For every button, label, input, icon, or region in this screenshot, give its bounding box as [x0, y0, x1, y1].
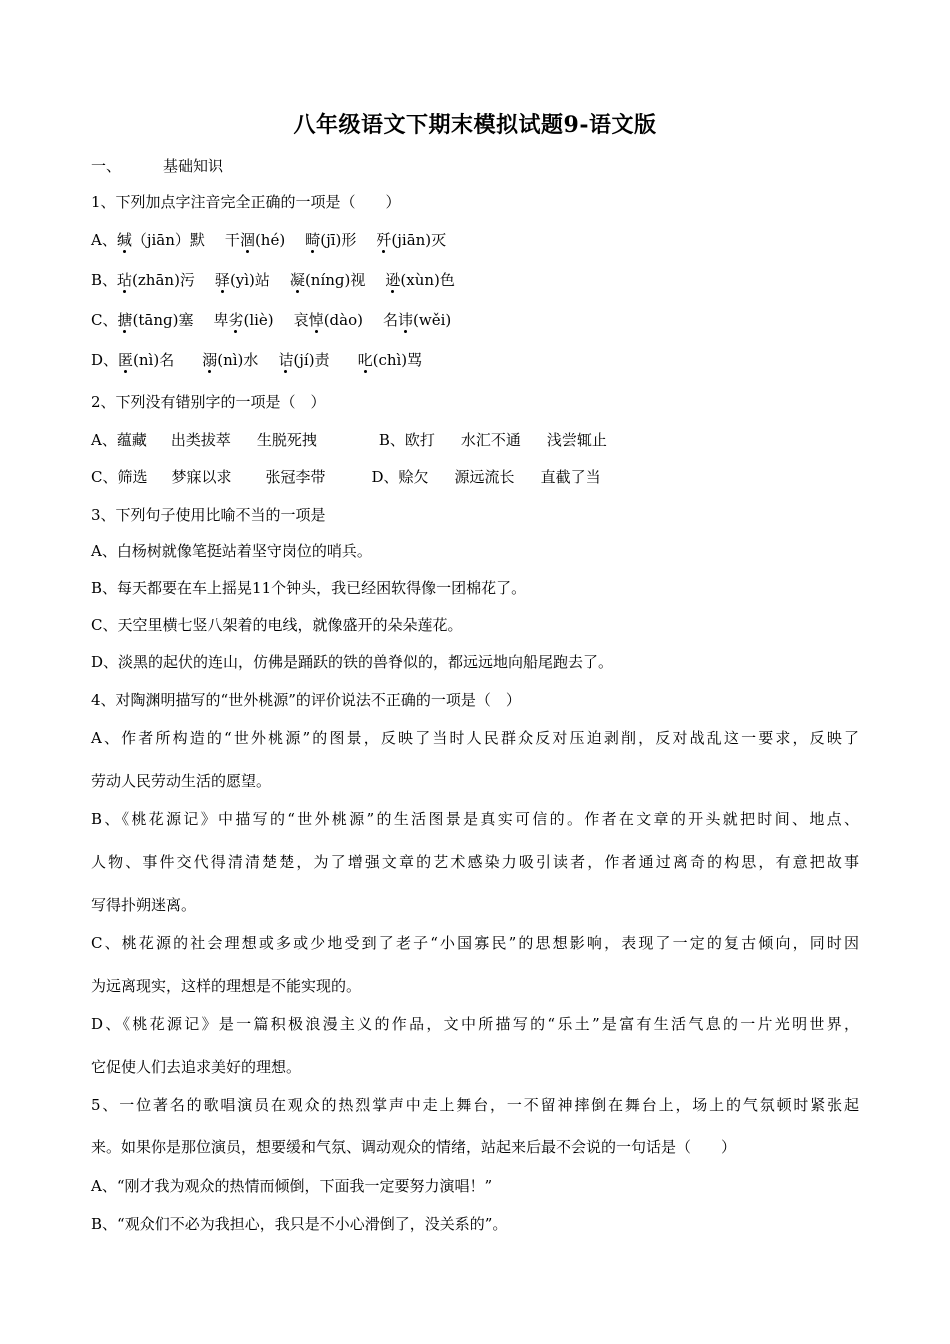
question-3-option-a: A、白杨树就像笔挺站着坚守岗位的哨兵。: [91, 542, 372, 560]
dotted-char: 涸: [239, 231, 255, 249]
dotted-char: 歼: [376, 231, 392, 249]
dotted-char: 叱: [357, 351, 373, 369]
question-1-option-d: D、匿(nì)名 溺(nì)水 诘(jí)责 叱(chì)骂: [91, 351, 423, 369]
question-2-row-2: C、筛选 梦寐以求 张冠李带 D、赊欠 源远流长 直截了当: [91, 468, 601, 486]
question-4-option-b-line-1: B、《桃花源记》中描写的“世外桃源”的生活图景是真实可信的。作者在文章的开头就把时间、地点、: [91, 810, 859, 828]
question-1-option-c: C、搪(tānɡ)塞 卑劣(liè) 哀悼(dào) 名讳(wěi): [91, 311, 452, 329]
question-4-option-a-line-1: A、作者所构造的“世外桃源”的图景，反映了当时人民群众反对压迫剥削，反对战乱这一要求，反映了: [91, 729, 859, 747]
section-number: 一、: [91, 157, 122, 175]
question-5-option-b: B、“观众们不必为我担心，我只是不小心滑倒了，没关系的”。: [91, 1215, 508, 1233]
question-3-stem: 3、下列句子使用比喻不当的一项是: [91, 506, 326, 524]
question-2-stem: 2、下列没有错别字的一项是（ ）: [91, 393, 326, 411]
dotted-char: 玷: [117, 271, 133, 289]
dotted-char: 搪: [117, 311, 133, 329]
dotted-char: 缄: [116, 231, 132, 249]
question-4-stem: 4、对陶渊明描写的“世外桃源”的评价说法不正确的一项是（ ）: [91, 691, 521, 709]
question-4-option-c-line-1: C、桃花源的社会理想或多或少地受到了老子“小国寡民”的思想影响，表现了一定的复古倾向，同时因: [91, 934, 859, 952]
dotted-char: 悼: [308, 311, 324, 329]
dotted-char: 诘: [278, 351, 294, 369]
question-4-option-a-line-2: 劳动人民劳动生活的愿望。: [91, 772, 272, 790]
dotted-char: 驿: [214, 271, 230, 289]
question-2-row-1: A、蕴藏 出类拔萃 生脱死拽 B、欧打 水汇不通 浅尝辄止: [91, 431, 607, 449]
dotted-char: 溺: [202, 351, 218, 369]
dotted-char: 讳: [398, 311, 414, 329]
question-5-option-a: A、“刚才我为观众的热情而倾倒，下面我一定要努力演唱！”: [91, 1177, 493, 1195]
question-4-option-b-line-2: 人物、事件交代得清清楚楚，为了增强文章的艺术感染力吸引读者，作者通过离奇的构思，有意把故事: [91, 853, 859, 871]
page-title: 八年级语文下期末模拟试题9-语文版: [293, 112, 657, 138]
question-3-option-b: B、每天都要在车上摇晃11个钟头，我已经困软得像一团棉花了。: [91, 579, 527, 597]
question-3-option-c: C、天空里横七竖八架着的电线，就像盛开的朵朵莲花。: [91, 616, 463, 634]
question-3-option-d: D、淡黑的起伏的连山，仿佛是踊跃的铁的兽脊似的，都远远地向船尾跑去了。: [91, 653, 614, 671]
section-heading: [91, 156, 223, 176]
section-label: 基础知识: [163, 157, 224, 175]
dotted-char: 匿: [118, 351, 134, 369]
question-5-stem-line-1: 5、一位著名的歌唱演员在观众的热烈掌声中走上舞台，一不留神摔倒在舞台上，场上的气氛顿时紧张起: [91, 1096, 859, 1114]
dotted-char: 劣: [228, 311, 244, 329]
dotted-char: 畸: [305, 231, 321, 249]
dotted-char: 凝: [289, 271, 305, 289]
question-1-stem: 1、下列加点字注音完全正确的一项是（ ）: [91, 193, 401, 211]
question-1-option-a: A、缄（jiān）默 干涸(hé) 畸(jī)形 歼(jiān)灭: [91, 231, 447, 249]
question-4-option-b-line-3: 写得扑朔迷离。: [91, 896, 197, 914]
question-4-option-d-line-1: D、《桃花源记》是一篇积极浪漫主义的作品，文中所描写的“乐土”是富有生活气息的一片光明世界，: [91, 1015, 859, 1033]
dotted-char: 逊: [385, 271, 401, 289]
question-4-option-c-line-2: 为远离现实，这样的理想是不能实现的。: [91, 977, 362, 995]
question-4-option-d-line-2: 它促使人们去追求美好的理想。: [91, 1058, 302, 1076]
question-1-option-b: B、玷(zhān)污 驿(yì)站 凝(nínɡ)视 逊(xùn)色: [91, 271, 455, 289]
question-5-stem-line-2: 来。如果你是那位演员，想要缓和气氛、调动观众的情绪，站起来后最不会说的一句话是（ ）: [91, 1138, 737, 1156]
